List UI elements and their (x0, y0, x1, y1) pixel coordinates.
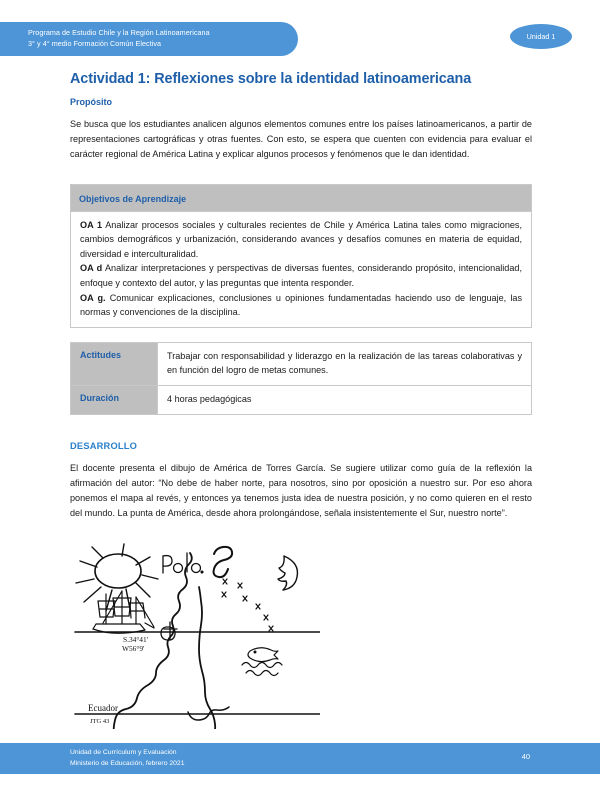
ecuador-label (88, 703, 118, 713)
oa-table-body-cell (71, 211, 532, 327)
footer-text-block (70, 748, 184, 769)
document-content (70, 70, 532, 729)
stars-group (222, 579, 273, 631)
page-title: Actividad 1: Reflexiones sobre la identidad latinoamericana (70, 71, 472, 87)
oa-code-2: OA d (80, 263, 103, 274)
desarrollo-paragraph: El docente presenta el dibujo de América de Torres García. Se sugiere utilizar como guía de la reflexión la afirmación del autor: “No debe de haber norte, para nosotros, sino por oposición a nuestro sur. Por eso ahora ponemos el mapa al revés, y entonces ya tenemos justa idea de nuestra posición, y no como quieren en el resto del mundo. La punta de América, desde ahora prolongándose, señala insistentemente el Sur, nuestro norte”. (70, 462, 532, 519)
page-number: 40 (521, 752, 530, 761)
program-title-line2: 3° y 4° medio Formación Común Electiva (28, 39, 162, 48)
fish-icon (248, 648, 278, 662)
duration-value: 4 horas pedagógicas (158, 385, 532, 414)
waves-icon (242, 663, 282, 676)
attitudes-label: Actitudes (71, 342, 158, 385)
program-title-line1: Programa de Estudio Chile y la Región Latinoamericana (28, 28, 210, 37)
purpose-heading: Propósito (70, 97, 112, 107)
oa-text-1: Analizar procesos sociales y culturales recientes de Chile y América Latina tales como migraciones, cambios demográficos y urbanización, considerando avances y desafíos comunes en materia de equidad, diversidad e interculturalidad. (80, 219, 523, 259)
sun-icon (76, 544, 158, 611)
sailing-ship-icon (93, 591, 154, 633)
footer-line1: Unidad de Currículum y Evaluación (70, 749, 177, 756)
polo-sur-label (163, 547, 232, 577)
coords-line-2: W56°9' (122, 644, 145, 654)
oa-text-3: Comunicar explicaciones, conclusiones u opiniones fundamentadas haciendo uso de lenguaje, las normas y convenciones de la disciplina. (80, 292, 522, 318)
table-row-header (71, 184, 532, 211)
oa-text-2: Analizar interpretaciones y perspectivas de diversas fuentes, considerando propósito, intencionalidad, enfoque y contexto del autor, y las preguntas que intenta responder. (80, 263, 522, 288)
footer-line2: Ministerio de Educación, febrero 2021 (70, 759, 185, 767)
learning-objectives-table (70, 184, 532, 328)
signature-label (90, 718, 109, 725)
table-row (71, 385, 532, 414)
attitudes-value: Trabajar con responsabilidad y liderazgo en la realización de las tareas colaborativas y en función del logro de metas comunes. (158, 342, 532, 385)
oa-item-2 (80, 261, 522, 290)
oa-item-1 (80, 218, 522, 262)
oa-code-1: OA 1 (80, 219, 103, 230)
coords-line-1: S.34°41' (123, 635, 149, 645)
ecuador-text: Ecuador (88, 703, 118, 714)
signature-text: JTG 43 (90, 718, 110, 726)
table-row (71, 342, 532, 385)
unit-badge: Unidad 1 (510, 24, 572, 49)
desarrollo-section (70, 441, 532, 522)
purpose-paragraph: Se busca que los estudiantes analicen algunos elementos comunes entre los países latinoamericanos, a partir de representaciones cartográficas y otras fuentes. Con esto, se espera que cuenten con evidencia para evaluar el carácter regional de América Latina y explicar algunos procesos y fenómenos que le dan identidad. (70, 119, 532, 160)
oa-code-3: OA g. (80, 292, 106, 303)
coordinates-annotation (122, 635, 149, 653)
oa-item-3 (80, 291, 522, 320)
table-row (71, 211, 532, 327)
america-invertida-drawing (70, 539, 320, 729)
duration-label: Duración (71, 385, 158, 414)
attributes-table (70, 342, 532, 415)
program-header-band (0, 22, 298, 56)
page-footer-band (0, 743, 600, 774)
oa-table-header-cell (71, 184, 532, 211)
moon-icon (278, 556, 297, 590)
desarrollo-heading: DESARROLLO (70, 440, 138, 451)
oa-table-header-label: Objetivos de Aprendizaje (79, 193, 187, 204)
